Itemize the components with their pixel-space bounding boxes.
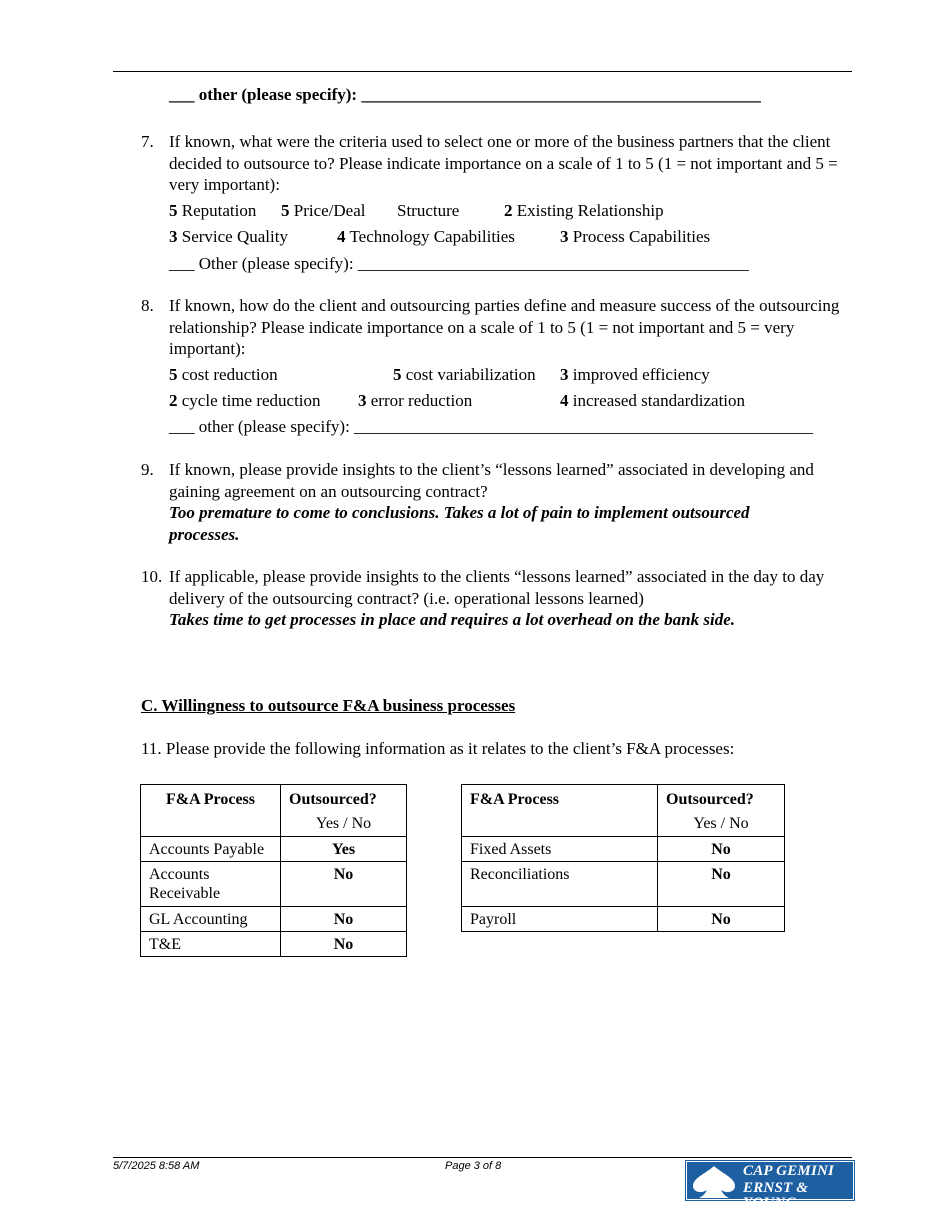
q7-rating-existing-relationship [504, 200, 664, 222]
process-cell: T&E [141, 932, 281, 957]
rating-label: Technology Capabilities [349, 227, 515, 246]
rating-label: Process Capabilities [572, 227, 711, 246]
rating-label: Reputation [181, 201, 257, 220]
outsourced-cell: Yes [281, 837, 407, 862]
question-10-text: If applicable, please provide insights to the clients “lessons learned” associated in the day to day delivery of the outsourcing contract? (i.e. operational lessons learned) [169, 567, 825, 608]
process-cell: Accounts Payable [141, 837, 281, 862]
outsourced-cell: No [658, 907, 785, 932]
table-row [141, 932, 407, 957]
header-outsourced [281, 785, 407, 837]
rating-label: Service Quality [181, 227, 288, 246]
cap-gemini-ernst-young-logo [686, 1161, 854, 1211]
q8-rating-cost-reduction [169, 364, 278, 386]
rating-score: 4 [560, 391, 569, 410]
question-7-number: 7. [141, 132, 154, 151]
q7-rating-price-deal [281, 200, 366, 222]
rating-label: Existing Relationship [516, 201, 664, 220]
q7-rating-technology-capabilities [337, 226, 515, 248]
table-row [141, 837, 407, 862]
question-10-answer: Takes time to get processes in place and requires a lot overhead on the bank side. [169, 610, 736, 629]
outsourced-cell: No [658, 837, 785, 862]
rating-score: 3 [358, 391, 367, 410]
q8-rating-improved-efficiency [560, 364, 710, 386]
rating-score: 2 [504, 201, 513, 220]
question-10-number: 10. [141, 567, 163, 586]
question-9-text: If known, please provide insights to the client’s “lessons learned” associated in developing and gaining agreement on an outsourcing contract? [169, 460, 814, 501]
spade-logo-icon [687, 1162, 741, 1199]
q8-rating-error-reduction [358, 390, 472, 412]
question-7-text: If known, what were the criteria used to select one or more of the business partners that the client decided to outsource to? Please indicate importance on a scale of 1 to 5 (1 = not important and 5 = very important): [169, 132, 838, 194]
header-outsourced-label: Outsourced? [666, 791, 754, 808]
process-cell: GL Accounting [141, 907, 281, 932]
rating-score: 4 [337, 227, 346, 246]
header-yes-no: Yes / No [693, 815, 749, 832]
fa-process-table-right [461, 784, 785, 932]
header-outsourced [658, 785, 785, 837]
question-11 [141, 738, 734, 760]
rating-score: 2 [169, 391, 178, 410]
logo-line-2: ERNST & YOUNG [743, 1180, 809, 1211]
question-9-answer: Too premature to come to conclusions. Takes a lot of pain to implement outsourced processes. [169, 503, 750, 544]
rating-score: 5 [169, 365, 178, 384]
rating-label: Structure [397, 201, 460, 220]
q7-rating-structure [397, 200, 459, 222]
rating-score: 3 [560, 227, 569, 246]
rating-score: 5 [169, 201, 178, 220]
rating-label: cost variabilization [405, 365, 536, 384]
rating-label: improved efficiency [572, 365, 710, 384]
question-8-number: 8. [141, 296, 154, 315]
header-outsourced-label: Outsourced? [289, 791, 377, 808]
q8-rating-cost-variabilization [393, 364, 536, 386]
rating-score: 3 [169, 227, 178, 246]
outsourced-cell: No [658, 862, 785, 907]
outsourced-cell: No [281, 932, 407, 957]
rating-score: 3 [560, 365, 569, 384]
footer-page-number: Page 3 of 8 [445, 1160, 502, 1172]
footer-rule [113, 1157, 852, 1158]
header-fa-process: F&A Process [141, 785, 281, 837]
process-cell: Payroll [462, 907, 658, 932]
table-row [141, 907, 407, 932]
header-yes-no: Yes / No [315, 815, 372, 832]
rating-label: cost reduction [181, 365, 278, 384]
table-row [462, 907, 785, 932]
q7-other-specify: ___ Other (please specify): ______________________________________________ [169, 254, 749, 273]
process-cell: Fixed Assets [462, 837, 658, 862]
question-11-number: 11. [141, 739, 162, 758]
q8-rating-increased-standardization [560, 390, 745, 412]
table-row [462, 862, 785, 907]
process-cell: Reconciliations [462, 862, 658, 907]
header-rule [113, 71, 852, 72]
fa-process-table-left [140, 784, 407, 957]
question-11-text: Please provide the following information as it relates to the client’s F&A processes: [165, 739, 735, 758]
process-cell: Accounts Receivable [141, 862, 281, 907]
q7-rating-service-quality [169, 226, 288, 248]
q8-other-specify: ___ other (please specify): ______________________________________________________ [169, 417, 814, 436]
rating-score: 5 [393, 365, 402, 384]
question-8-text: If known, how do the client and outsourcing parties define and measure success of the outsourcing relationship? Please indicate importance on a scale of 1 to 5 (1 = not important and 5 = very important): [169, 296, 840, 358]
q7-rating-process-capabilities [560, 226, 710, 248]
q8-rating-cycle-time-reduction [169, 390, 321, 412]
footer-datetime: 5/7/2025 8:58 AM [113, 1160, 200, 1172]
question-9-number: 9. [141, 460, 154, 479]
logo-line-1: CAP GEMINI [743, 1163, 835, 1179]
q7-rating-reputation [169, 200, 256, 222]
outsourced-cell: No [281, 862, 407, 907]
rating-label: Price/Deal [293, 201, 366, 220]
rating-label: increased standardization [572, 391, 746, 410]
other-specify-line: ___ other (please specify): _______________________________________________ [169, 85, 761, 104]
rating-label: error reduction [370, 391, 473, 410]
section-c-heading: C. Willingness to outsource F&A business processes [141, 696, 516, 715]
table-row [462, 837, 785, 862]
outsourced-cell: No [281, 907, 407, 932]
rating-label: cycle time reduction [181, 391, 321, 410]
rating-score: 5 [281, 201, 290, 220]
table-row [141, 862, 407, 907]
header-fa-process: F&A Process [462, 785, 658, 837]
